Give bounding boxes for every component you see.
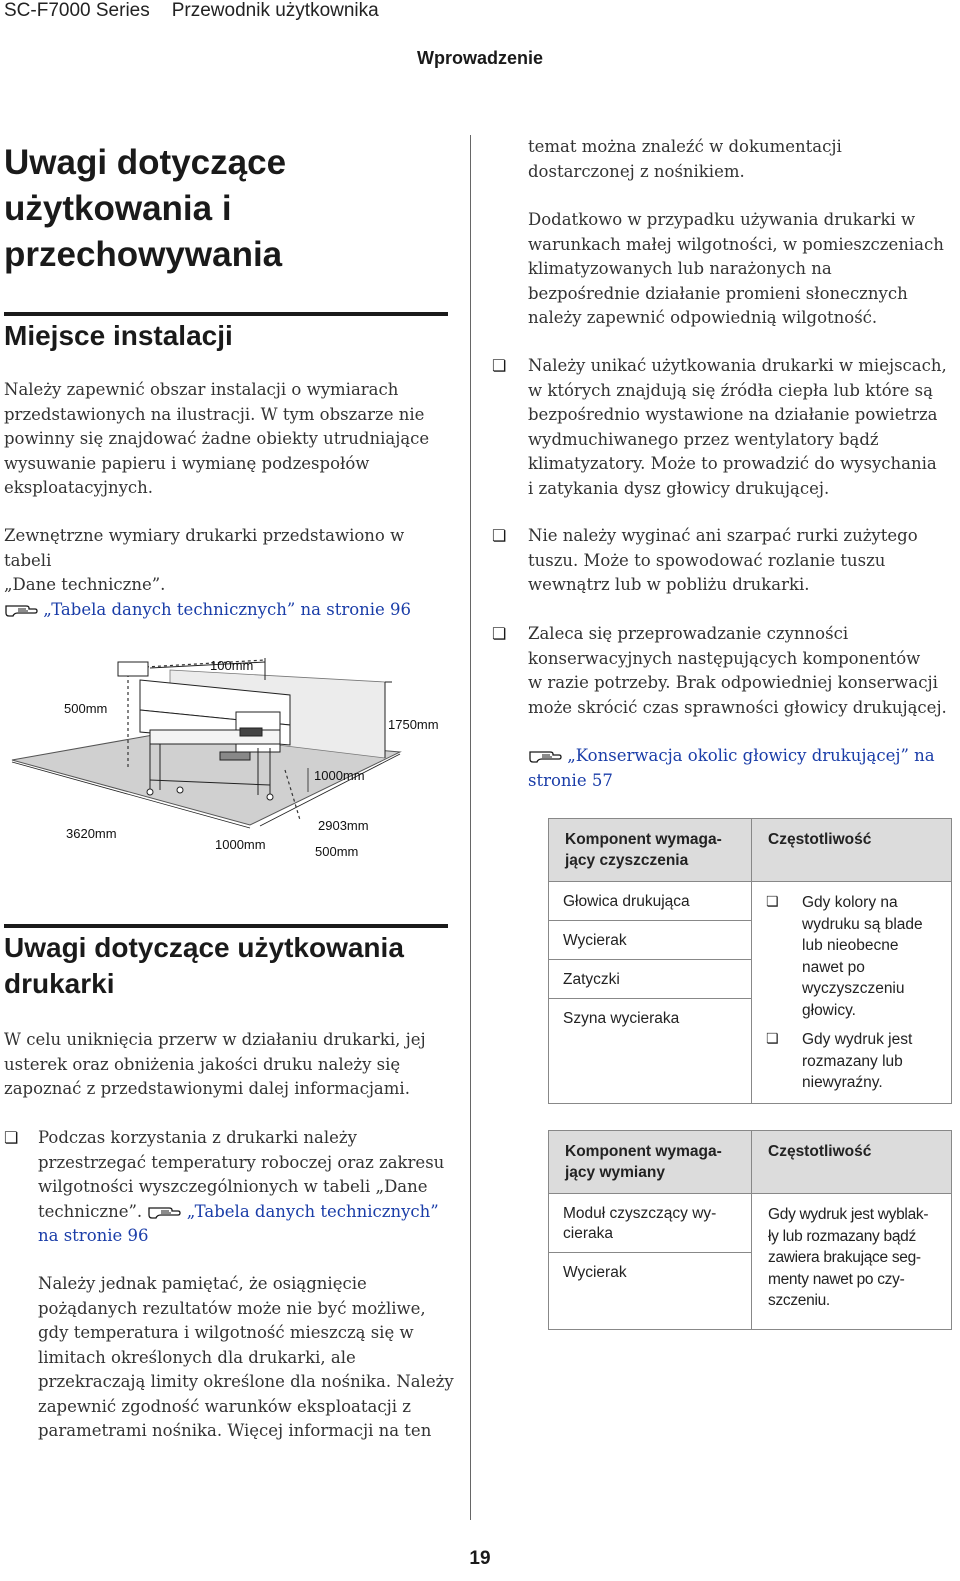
spec-table-link-2[interactable]: „Tabela danych technicznych” — [186, 1201, 439, 1221]
column-divider — [470, 135, 471, 1520]
list-item: ❏ Gdy kolory na wydruku są blade lub nieobecne nawet po wyczyszczeniu głowicy. — [766, 892, 941, 1021]
list-item: Szyna wycieraka — [563, 1010, 680, 1027]
table-header-frequency: Częstotliwość — [752, 819, 952, 882]
heading-rule-2 — [4, 924, 448, 928]
list-item: Zatyczki — [549, 960, 751, 999]
checkbox-icon: ❏ — [766, 1031, 779, 1047]
table-cell-components — [549, 1194, 752, 1330]
install-paragraph-2: Zewnętrzne wymiary drukarki przedstawiono w tabeli „Dane techniczne”. — [4, 526, 405, 594]
cleaning-table — [548, 818, 952, 1104]
table-header-component: Komponent wymaga- jący wymiany — [549, 1131, 752, 1194]
table-cell-frequency — [752, 882, 952, 1104]
table-cell-frequency: Gdy wydruk jest wyblak- ły lub rozmazany bądź zawiera brakujące seg- menty nawet po czy- szczeniu. — [752, 1194, 952, 1330]
humidity-note: Dodatkowo w przypadku używania drukarki w warunkach małej wilgotności, w pomieszczeniach klimatyzowanych lub narażonych na bezpośrednie działanie promieni słonecznych należy zapewnić odpowiednią wilgotność. — [528, 210, 944, 327]
checkbox-icon: ❏ — [492, 526, 507, 545]
usage-bullet-2: Należy unikać użytkowania drukarki w miejscach, w których znajdują się źródła ciepła lub które są bezpośrednio wystawione na działanie powietrza wydmuchiwanego przez wentylatory bądź klimatyzatory. Może to prowadzić do wysychania i zatykania dysz głowicy drukującej. — [528, 356, 947, 498]
dim-2903: 2903mm — [318, 818, 369, 833]
checkbox-icon: ❏ — [492, 356, 507, 375]
install-paragraph-1: Należy zapewnić obszar instalacji o wymiarach przedstawionych na ilustracji. W tym obszarze nie powinny się znajdować żadne obiekty utrudniające wysuwanie papieru i wymianę podzespołów eksploatacyjnych. — [4, 380, 430, 497]
dim-1000-front: 1000mm — [215, 837, 266, 852]
usage-bullet-1: Podczas korzystania z drukarki należy przestrzegać temperatury roboczej oraz zakresu wilgotności wyszczególnionych w tabeli „Dane techniczne”. „Tabela danych technicznych” na stronie 96 — [38, 1126, 458, 1249]
note-continuation: temat można znaleźć w dokumentacji dostarczonej z nośnikiem. — [528, 137, 842, 181]
list-item: Moduł czyszczący wy- cieraka — [549, 1194, 751, 1253]
pointing-hand-icon — [147, 1201, 181, 1219]
usage-bullet-4: Zaleca się przeprowadzanie czynności konserwacyjnych następujących komponentów w razie potrzeby. Brak odpowiedniej konserwacji może skrócić czas sprawności głowicy drukującej. — [528, 624, 947, 717]
list-item: Głowica drukująca — [549, 882, 751, 921]
section-title: Wprowadzenie — [416, 48, 543, 68]
pointing-hand-icon — [528, 745, 562, 763]
checkbox-icon: ❏ — [4, 1128, 19, 1147]
pointing-hand-icon — [4, 599, 38, 617]
table-cell-components — [549, 882, 752, 1104]
usage-heading: Uwagi dotyczące użytkowania drukarki — [4, 932, 404, 999]
guide-name: Przewodnik użytkownika — [171, 0, 379, 21]
install-heading: Miejsce instalacji — [4, 320, 233, 351]
checkbox-icon: ❏ — [492, 624, 507, 643]
page-title: Uwagi dotyczące użytkowania i przechowywania — [4, 143, 287, 274]
usage-bullet-1-note: Należy jednak pamiętać, że osiągnięcie pożądanych rezultatów może nie być możliwe, gdy temperatura i wilgotność mieszczą się w limitach określonych dla drukarki, ale przekraczają limity określone dla nośnika. Należy zapewnić zgodność warunków eksploatacji z parametrami nośnika. Więcej informacji na ten — [38, 1274, 454, 1440]
running-header — [4, 0, 401, 22]
dim-1750: 1750mm — [388, 717, 439, 732]
list-item: ❏ Gdy wydruk jest rozmazany lub niewyraźny. — [766, 1029, 941, 1094]
page-number: 19 — [469, 1548, 491, 1569]
list-item: Wycierak — [563, 1264, 627, 1281]
usage-bullet-3: Nie należy wyginać ani szarpać rurki zużytego tuszu. Może to spowodować rozlanie tuszu wewnątrz lub w pobliżu drukarki. — [528, 526, 918, 594]
dim-100: 100mm — [210, 658, 254, 673]
table-header-frequency: Częstotliwość — [752, 1131, 952, 1194]
replacement-table — [548, 1130, 952, 1330]
dim-3620: 3620mm — [66, 826, 117, 841]
spec-table-link-2-page[interactable]: na stronie 96 — [38, 1226, 149, 1245]
product-name: SC-F7000 Series — [4, 0, 150, 21]
heading-rule — [4, 312, 448, 316]
installation-space-diagram — [0, 640, 460, 865]
dim-500-front: 500mm — [315, 844, 359, 859]
spec-table-link[interactable]: „Tabela danych technicznych” na stronie 96 — [4, 598, 454, 623]
list-item: Wycierak — [549, 921, 751, 960]
maintenance-link[interactable]: „Konserwacja okolic głowicy drukującej” na stronie 57 — [528, 746, 935, 790]
table-header-component: Komponent wymaga- jący czyszczenia — [549, 819, 752, 882]
usage-intro: W celu uniknięcia przerw w działaniu drukarki, jej usterek oraz obniżenia jakości druku należy się zapoznać z przedstawionymi dalej informacjami. — [4, 1030, 426, 1098]
dim-500-left: 500mm — [64, 701, 108, 716]
checkbox-icon: ❏ — [766, 894, 779, 910]
dim-1000-right: 1000mm — [314, 768, 365, 783]
